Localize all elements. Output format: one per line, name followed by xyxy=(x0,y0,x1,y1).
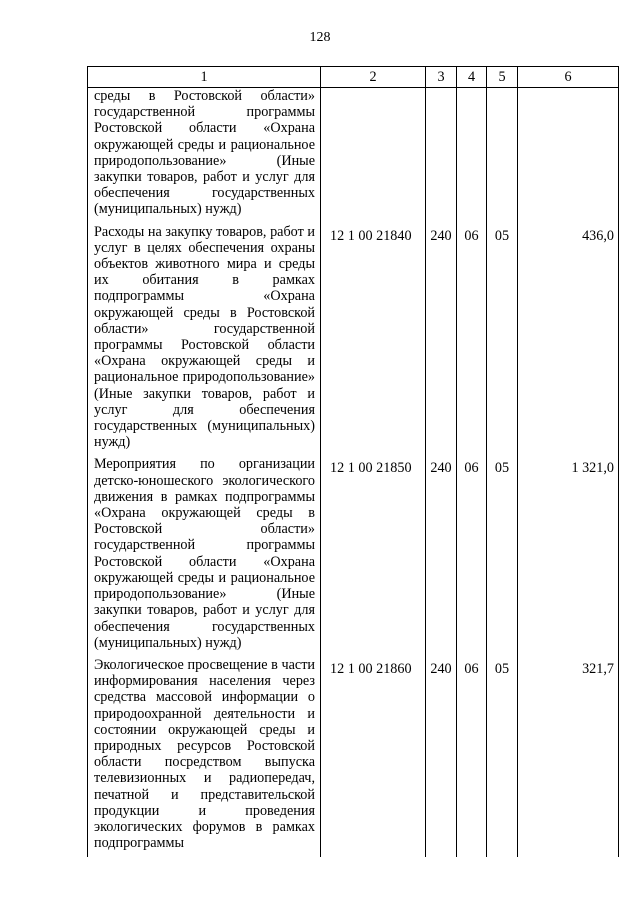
row-section: 06 xyxy=(457,224,487,457)
column-header-5: 5 xyxy=(487,67,518,88)
row-description: Расходы на закупку товаров, работ и услуг в целях обеспечения охраны объектов животного мира и среды их обитания в рамках подпрограммы «Охрана окружающей среды в Ростовской области» государственной программы Ростовской области «Охрана окружающей среды и рациональное природопользование» (Иные закупки товаров, работ и услуг для обеспечения государственных (муниципальных) нужд) xyxy=(88,224,321,457)
row-amount xyxy=(518,88,619,224)
page-number: 128 xyxy=(309,30,331,45)
column-header-3: 3 xyxy=(426,67,457,88)
row-expense-type: 240 xyxy=(426,456,457,656)
table-row xyxy=(88,224,619,457)
table-row xyxy=(88,456,619,656)
row-section: 06 xyxy=(457,456,487,656)
row-description: Мероприятия по организации детско-юношеского экологического движения в рамках подпрограммы «Охрана окружающей среды в Ростовской области» государственной программы Ростовской области «Охрана окружающей среды и рациональное природопользование» (Иные закупки товаров, работ и услуг для обеспечения государственных (муниципальных) нужд) xyxy=(88,456,321,656)
row-description: Экологическое просвещение в части информирования населения через средства массовой информации о природоохранной деятельности и состоянии окружающей среды и природных ресурсов Ростовской области посредством выпуска телевизионных и радиопередач, печатной и представительской продукции и проведения экологических форумов в рамках подпрограммы xyxy=(88,657,321,857)
column-header-1: 1 xyxy=(88,67,321,88)
row-expense-type: 240 xyxy=(426,224,457,457)
column-header-6: 6 xyxy=(518,67,619,88)
column-header-4: 4 xyxy=(457,67,487,88)
row-target-code: 12 1 00 21860 xyxy=(321,657,426,857)
column-header-2: 2 xyxy=(321,67,426,88)
row-target-code xyxy=(321,88,426,224)
table-row xyxy=(88,88,619,224)
row-subsection: 05 xyxy=(487,224,518,457)
row-description: среды в Ростовской области» государственной программы Ростовской области «Охрана окружающей среды и рациональное природопользование» (Иные закупки товаров, работ и услуг для обеспечения государственных (муниципальных) нужд) xyxy=(88,88,321,224)
table-header-row xyxy=(88,67,619,88)
row-target-code: 12 1 00 21850 xyxy=(321,456,426,656)
row-subsection: 05 xyxy=(487,657,518,857)
row-subsection xyxy=(487,88,518,224)
row-target-code: 12 1 00 21840 xyxy=(321,224,426,457)
row-section: 06 xyxy=(457,657,487,857)
row-amount: 1 321,0 xyxy=(518,456,619,656)
row-subsection: 05 xyxy=(487,456,518,656)
row-expense-type: 240 xyxy=(426,657,457,857)
row-amount: 436,0 xyxy=(518,224,619,457)
row-expense-type xyxy=(426,88,457,224)
budget-table xyxy=(87,66,619,857)
row-amount: 321,7 xyxy=(518,657,619,857)
row-section xyxy=(457,88,487,224)
table-row xyxy=(88,657,619,857)
